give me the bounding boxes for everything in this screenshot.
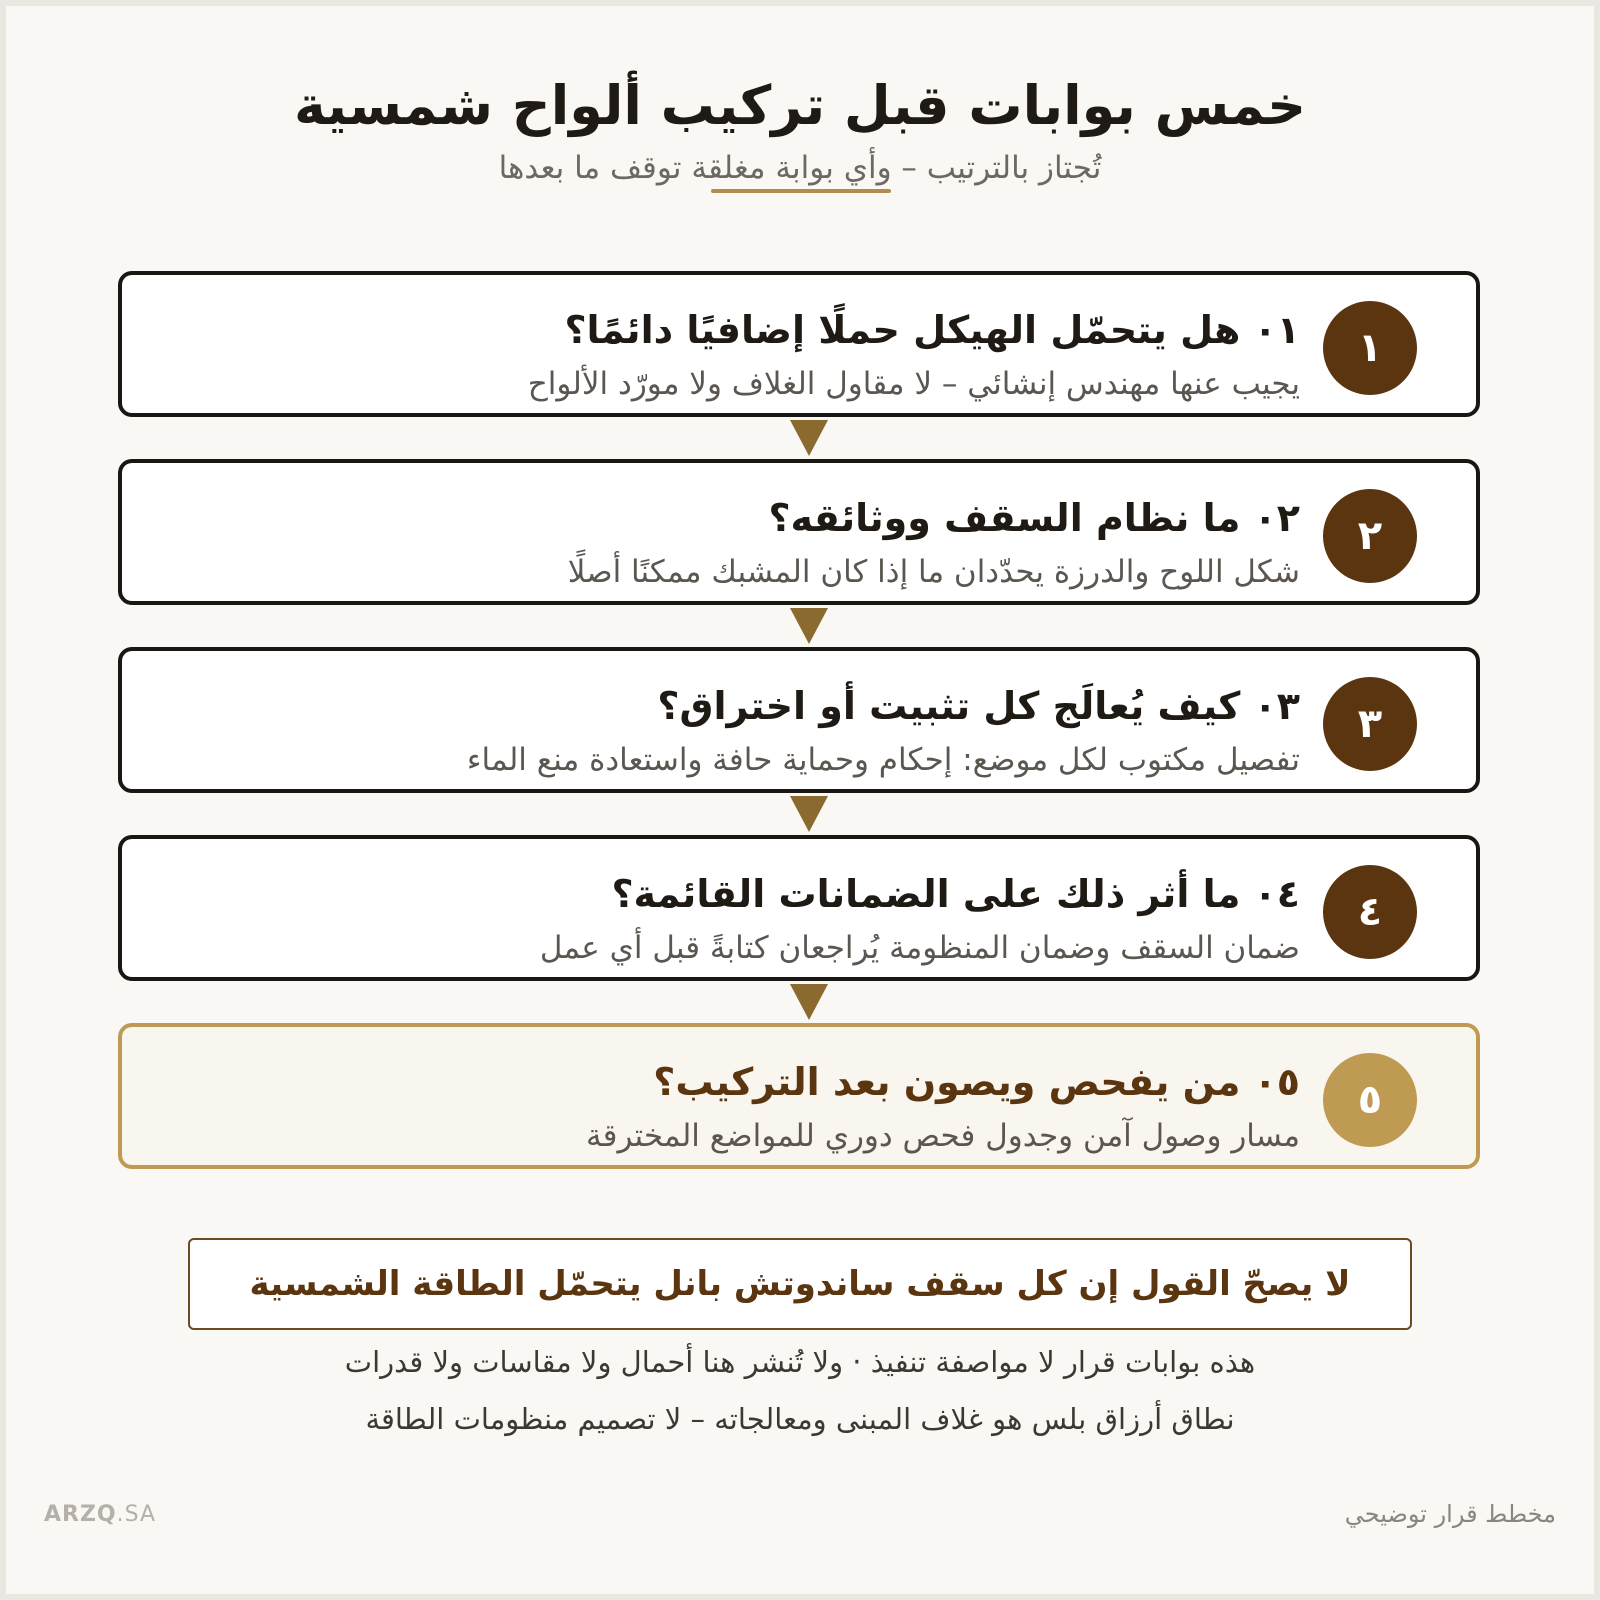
gate-answer-2: شكل اللوح والدرزة يحدّدان ما إذا كان المشبك ممكنًا أصلًا — [567, 554, 1300, 590]
gate-badge-5: ٥ — [1323, 1053, 1417, 1147]
gate-question-2: ٠٢ ما نظام السقف ووثائقه؟ — [768, 496, 1300, 540]
disclaimer-line-1: هذه بوابات قرار لا مواصفة تنفيذ · ولا تُنشر هنا أحمال ولا مقاسات ولا قدرات — [344, 1345, 1256, 1379]
brand-logo — [44, 1502, 156, 1527]
gate-card-4 — [118, 835, 1480, 981]
flow-arrow-icon — [790, 420, 828, 456]
gate-answer-1: يجيب عنها مهندس إنشائي – لا مقاول الغلاف ولا مورّد الألواح — [527, 366, 1300, 402]
brand-suffix: .SA — [116, 1502, 157, 1527]
gate-badge-2: ٢ — [1323, 489, 1417, 583]
gate-badge-1: ١ — [1323, 301, 1417, 395]
gate-answer-5: مسار وصول آمن وجدول فحص دوري للمواضع المخترقة — [586, 1118, 1300, 1154]
gate-card-2 — [118, 459, 1480, 605]
gate-badge-3: ٣ — [1323, 677, 1417, 771]
disclaimer-line-2: نطاق أرزاق بلس هو غلاف المبنى ومعالجاته – لا تصميم منظومات الطاقة — [365, 1402, 1235, 1436]
gate-answer-3: تفصيل مكتوب لكل موضع: إحكام وحماية حافة واستعادة منع الماء — [466, 742, 1300, 778]
flow-arrow-icon — [790, 608, 828, 644]
gate-question-3: ٠٣ كيف يُعالَج كل تثبيت أو اختراق؟ — [657, 684, 1300, 728]
brand-main: ARZQ — [44, 1502, 117, 1527]
gate-card-3 — [118, 647, 1480, 793]
gate-question-5: ٠٥ من يفحص ويصون بعد التركيب؟ — [653, 1060, 1300, 1104]
gate-answer-4: ضمان السقف وضمان المنظومة يُراجعان كتابةً قبل أي عمل — [539, 930, 1300, 966]
page-title: خمس بوابات قبل تركيب ألواح شمسية — [293, 74, 1307, 137]
page — [6, 6, 1594, 1594]
gate-question-1: ٠١ هل يتحمّل الهيكل حملًا إضافيًا دائمًا؟ — [564, 308, 1300, 352]
subtitle-underline — [711, 189, 891, 193]
page-subtitle: تُجتاز بالترتيب – وأي بوابة مغلقة توقف ما بعدها — [498, 150, 1102, 186]
gate-card-1 — [118, 271, 1480, 417]
flow-arrow-icon — [790, 984, 828, 1020]
gate-badge-4: ٤ — [1323, 865, 1417, 959]
verdict-box: لا يصحّ القول إن كل سقف ساندوتش بانل يتحمّل الطاقة الشمسية — [188, 1238, 1412, 1330]
gate-card-5 — [118, 1023, 1480, 1169]
footer-caption: مخطط قرار توضيحي — [1344, 1500, 1556, 1528]
flow-arrow-icon — [790, 796, 828, 832]
gate-question-4: ٠٤ ما أثر ذلك على الضمانات القائمة؟ — [611, 872, 1300, 916]
